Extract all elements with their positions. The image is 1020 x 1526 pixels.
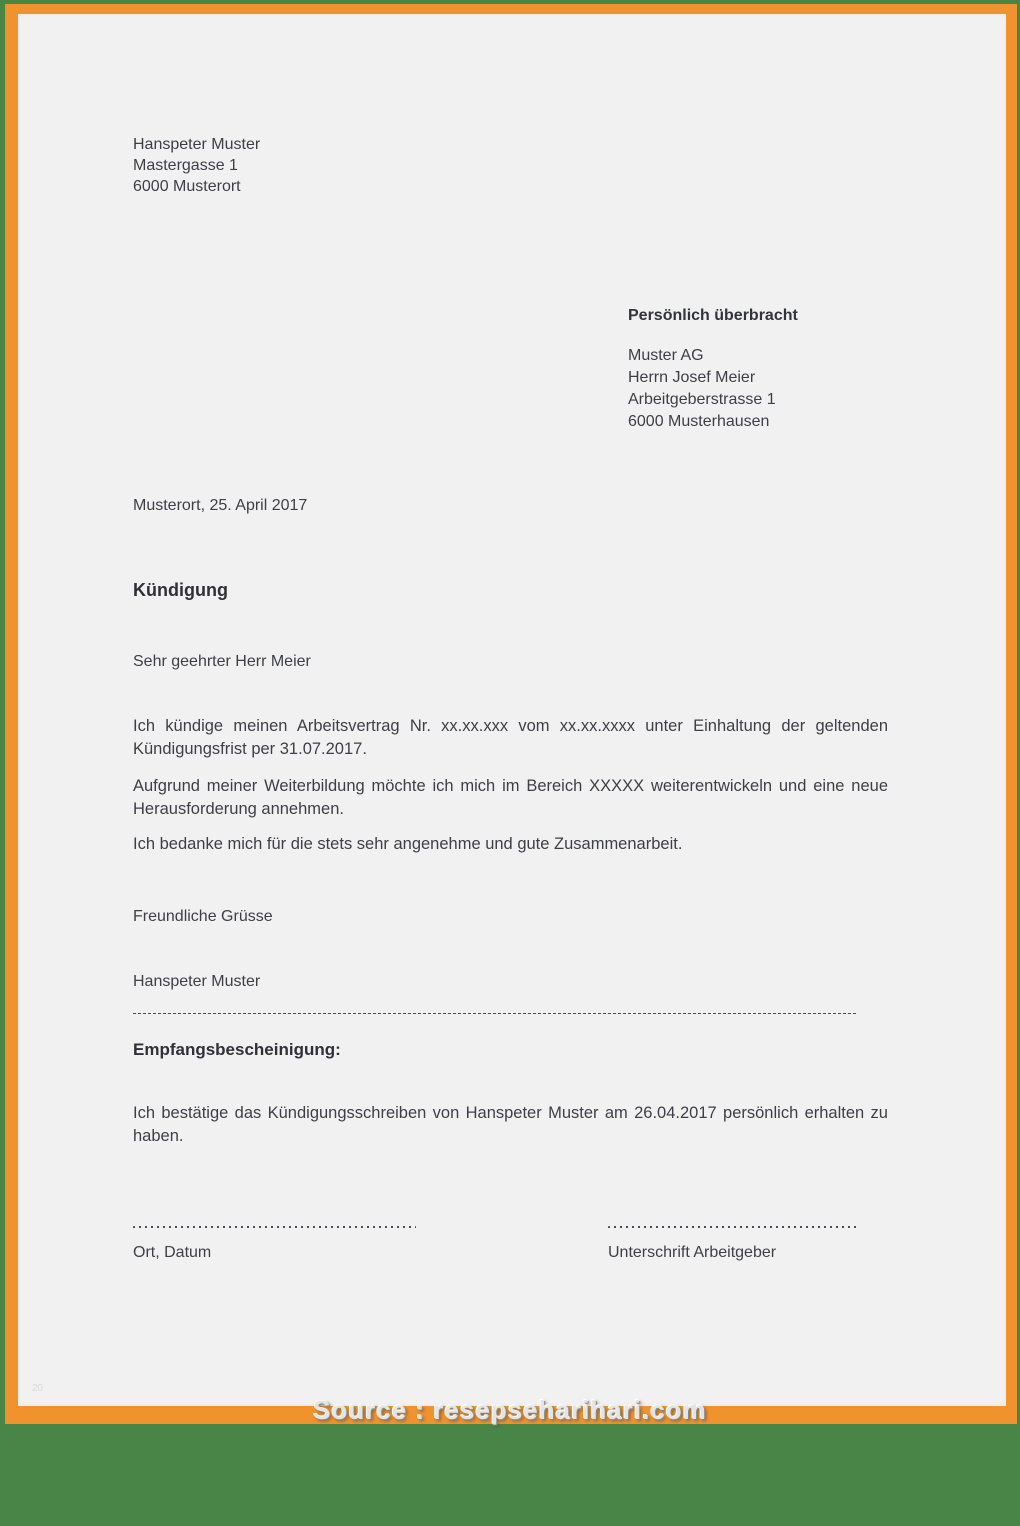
signature-label-place-date: Ort, Datum	[133, 1244, 212, 1261]
page-number: 20	[32, 1383, 44, 1394]
signature-field-place-date	[133, 1226, 416, 1263]
signature-dotted-line	[133, 1226, 416, 1229]
receipt-heading: Empfangsbescheinigung:	[133, 1040, 341, 1059]
subject-heading: Kündigung	[133, 580, 228, 600]
sender-address-block	[133, 134, 888, 197]
sender-name: Hanspeter Muster	[133, 136, 261, 153]
dashed-separator-line	[133, 1013, 858, 1015]
recipient-street: Arbeitgeberstrasse 1	[628, 391, 776, 408]
delivery-note: Persönlich überbracht	[628, 307, 798, 324]
letter-page	[18, 14, 1006, 1406]
sender-street: Mastergasse 1	[133, 157, 238, 174]
signature-field-employer	[608, 1226, 860, 1263]
signature-dotted-line	[608, 1226, 860, 1229]
recipient-city: 6000 Musterhausen	[628, 413, 770, 430]
recipient-attn: Herrn Josef Meier	[628, 369, 756, 386]
closing-line: Freundliche Grüsse	[133, 908, 273, 925]
body-paragraph: Ich bedanke mich für die stets sehr angenehme und gute Zusammenarbeit.	[133, 835, 683, 853]
sender-city: 6000 Musterort	[133, 178, 241, 195]
salutation: Sehr geehrter Herr Meier	[133, 653, 311, 670]
source-watermark: Source : resepseharihari.com	[313, 1395, 707, 1425]
date-line: Musterort, 25. April 2017	[133, 497, 308, 514]
receipt-body: Ich bestätige das Kündigungsschreiben von Hanspeter Muster am 26.04.2017 persönlich erhalten zu haben.	[133, 1104, 888, 1145]
recipient-address-block	[628, 305, 888, 433]
body-paragraph: Ich kündige meinen Arbeitsvertrag Nr. xx.xx.xxx vom xx.xx.xxxx unter Einhaltung der geltenden Kündigungsfrist per 31.07.2017.	[133, 717, 888, 758]
body-paragraph: Aufgrund meiner Weiterbildung möchte ich mich im Bereich XXXXX weiterentwickeln und eine neue Herausforderung annehmen.	[133, 777, 888, 818]
signature-label-employer: Unterschrift Arbeitgeber	[608, 1244, 777, 1261]
recipient-company: Muster AG	[628, 347, 704, 364]
signature-row	[133, 1226, 888, 1263]
letter-content	[18, 134, 1006, 1526]
signature-name: Hanspeter Muster	[133, 973, 261, 990]
